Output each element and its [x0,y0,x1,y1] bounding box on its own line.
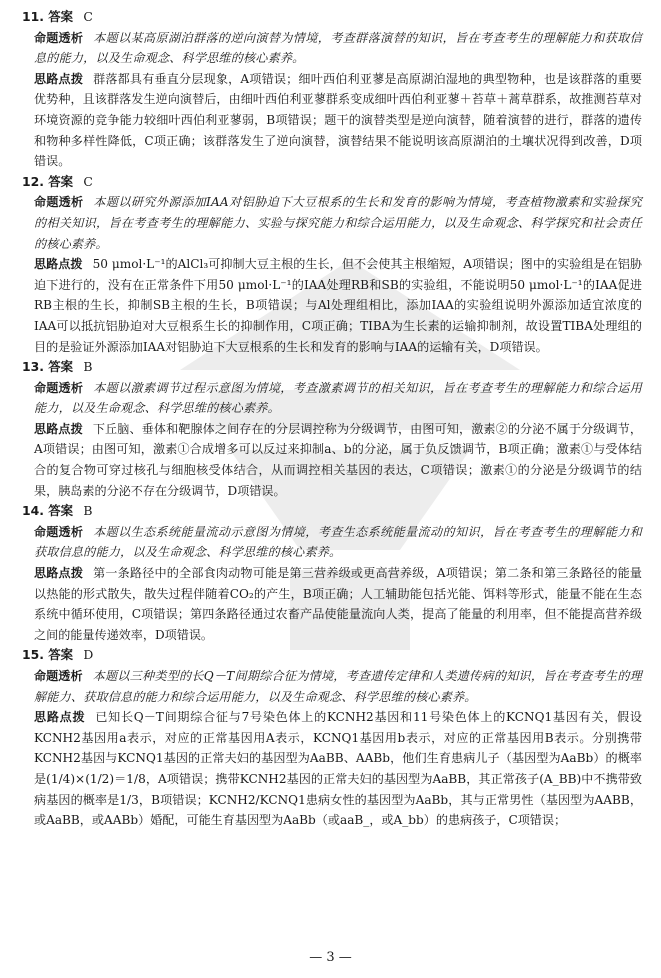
question-header [22,645,642,666]
question-15 [22,645,642,830]
answer-label: 答案 [48,503,74,519]
question-header [22,7,642,28]
hint-text: 第一条路径中的全部食肉动物可能是第三营养级或更高营养级，A项错误；第二条和第三条路径的能量以热能的形式散失，散失过程伴随着CO₂的产生，B项正确；人工辅助能包括光能、饵料等形式，能量不能在生态系统中循环使用，C项错误；第四条路径通过农畜产品使能量流向人类，提高了能量的利用率，但不能提高营养级之间的能量传递效率，D项错误。 [34,566,642,642]
hint-paragraph [22,563,642,645]
hint-paragraph [22,254,642,357]
analysis-label: 命题透析 [34,380,84,395]
analysis-label: 命题透析 [34,669,83,683]
question-number: 13. [22,359,44,375]
hint-label: 思路点拨 [34,257,83,272]
hint-text: 50 μmol·L⁻¹的AlCl₃可抑制大豆主根的生长，但不会使其主根缩短，A项错误；图中的实验组是在铝胁迫下进行的，没有在正常条件下用50 μmol·L⁻¹的IAA处理RB和SB的实验组，不能说明50 μmol·L⁻¹的IAA促进RB主根的生长，抑制SB主根的生长，B项错误；与Al处理组相比，添加IAA的实验组说明外源添加适宜浓度的IAA可以抵抗铝胁迫对大豆根系生长的抑制作用，C项正确；TIBA为生长素的运输抑制剂，故设置TIBA处理组的目的是验证外源添加IAA对铝胁迫下大豆根系的生长和发育的影响与IAA的运输有关，D项错误。 [34,257,642,354]
hint-text: 下丘脑、垂体和靶腺体之间存在的分层调控称为分级调节，由图可知，激素②的分泌不属于分级调节，A项错误；由图可知，激素①合成增多可以反过来抑制a、b的分泌，属于负反馈调节，B项正确；激素①与受体结合的复合物可穿过核孔与细胞核受体结合，从而调控相关基因的表达，C项错误；激素①的分泌是分级调节的结果，胰岛素的分泌不存在分级调节，D项错误。 [34,421,642,498]
analysis-paragraph [22,378,642,419]
analysis-text: 本题以研究外源添加IAA对铝胁迫下大豆根系的生长和发育的影响为情境，考查植物激素和实验探究的相关知识，旨在考查考生的理解能力、实验与探究能力和综合运用能力，以及生命观念、科学探究和社会责任的核心素养。 [34,195,642,251]
answer-value: B [83,503,93,519]
question-number: 14. [22,503,44,519]
hint-label: 思路点拨 [34,710,86,725]
hint-paragraph [22,707,642,831]
question-number: 12. [22,173,44,189]
analysis-text: 本题以生态系统能量流动示意图为情境，考查生态系统能量流动的知识，旨在考查考生的理解能力和获取信息的能力，以及生命观念、科学思维的核心素养。 [34,524,642,560]
hint-label: 思路点拨 [34,421,83,436]
question-14 [22,501,642,645]
hint-text: 已知长Q－T间期综合征与7号染色体上的KCNH2基因和11号染色体上的KCNQ1基因有关，假设KCNH2基因用a表示，对应的正常基因用A表示，KCNQ1基因用b表示，对应的正常基因用B表示。分别携带KCNH2基因与KCNQ1基因的正常夫妇的基因型为AaBB、AABb，他们生育患病儿子（基因型为AaBb）的概率是(1/4)×(1/2)＝1/8，A项错误；携带KCNH2基因的正常夫妇的基因型为AaBB，其正常孩子(A_BB)中不携带致病基因的概率是1/3，B项错误；KCNH2/KCNQ1患病女性的基因型为AaBb，其与正常男性（基因型为AABB，或AaBB，或AABb）婚配，可能生育基因型为AaBb（或aaB_，或A_bb）的患病孩子，C项错误； [34,710,642,828]
answer-label: 答案 [48,647,74,663]
analysis-paragraph [22,192,642,254]
analysis-label: 命题透析 [34,524,84,539]
answer-label: 答案 [48,173,74,189]
question-11 [22,7,642,172]
hint-label: 思路点拨 [34,71,84,86]
hint-paragraph [22,419,642,501]
analysis-label: 命题透析 [34,195,84,210]
analysis-paragraph [22,522,642,563]
question-number: 15. [22,647,44,663]
hint-text: 群落都具有垂直分层现象，A项错误；细叶西伯利亚蓼是高原湖泊湿地的典型物种，也是该群落的重要优势种，且该群落发生逆向演替后，由细叶西伯利亚蓼群系变成细叶西伯利亚蓼＋苔草＋蒿草群系，故推测苔草对环境资源的竞争能力较细叶西伯利亚蓼弱，B项错误；题干的演替类型是逆向演替，随着演替的进行，群落的遗传和物种多样性降低，C项正确；该群落发生了逆向演替，演替结果不能说明该高原湖泊的土壤状况得到改善，D项错误。 [34,71,642,169]
question-12 [22,172,642,357]
analysis-text: 本题以某高原湖泊群落的逆向演替为情境，考查群落演替的知识，旨在考查考生的理解能力和获取信息的能力，以及生命观念、科学思维的核心素养。 [34,30,642,66]
analysis-label: 命题透析 [34,30,84,45]
page-number: — 3 — [309,950,352,965]
answer-value: C [83,173,93,189]
answer-value: B [83,359,93,375]
question-header [22,172,642,193]
question-number: 11. [22,9,44,24]
hint-label: 思路点拨 [34,566,84,581]
question-13 [22,357,642,501]
question-header [22,357,642,378]
answer-label: 答案 [48,359,74,375]
question-header [22,501,642,522]
analysis-paragraph [22,666,642,707]
analysis-text: 本题以激素调节过程示意图为情境，考查激素调节的相关知识，旨在考查考生的理解能力和综合运用能力，以及生命观念、科学思维的核心素养。 [34,380,642,416]
analysis-paragraph [22,28,642,69]
answer-content [22,7,642,831]
answer-value: C [83,9,93,24]
answer-label: 答案 [48,9,74,24]
answer-value: D [83,647,94,663]
analysis-text: 本题以三种类型的长Q－T间期综合征为情境，考查遗传定律和人类遗传病的知识，旨在考查考生的理解能力、获取信息的能力和综合运用能力，以及生命观念、科学思维的核心素养。 [34,669,642,704]
hint-paragraph [22,69,642,172]
